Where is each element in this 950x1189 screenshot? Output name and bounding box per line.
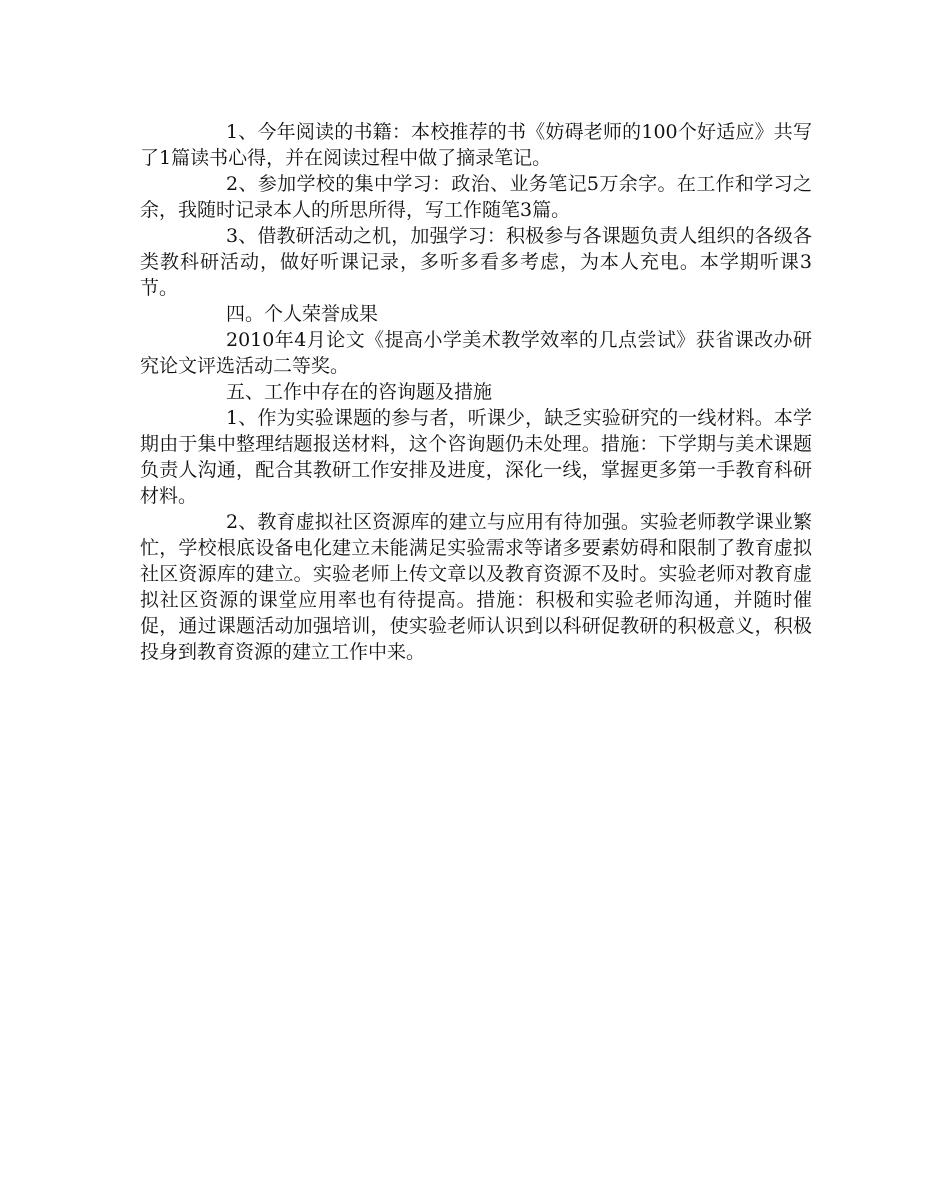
paragraph-teaching-research: 3、借教研活动之机，加强学习：积极参与各课题负责人组织的各级各类教科研活动，做好听课记录，多听多看多考虑，为本人充电。本学期听课3节。 bbox=[140, 225, 812, 299]
paragraph-honors: 2010年4月论文《提高小学美术教学效率的几点尝试》获省课改办研究论文评选活动二等奖。 bbox=[140, 329, 812, 377]
section-heading-honors: 四。个人荣誉成果 bbox=[226, 303, 379, 325]
paragraph-school-study: 2、参加学校的集中学习：政治、业务笔记5万余字。在工作和学习之余，我随时记录本人的所思所得，写工作随笔3篇。 bbox=[140, 173, 812, 221]
paragraph-problem-2: 2、教育虚拟社区资源库的建立与应用有待加强。实验老师教学课业繁忙，学校根底设备电化建立未能满足实验需求等诸多要素妨碍和限制了教育虚拟社区资源库的建立。实验老师上传文章以及教育资源不及时。实验老师对教育虚拟社区资源的课堂应用率也有待提高。措施：积极和实验老师沟通，并随时催促，通过课题活动加强培训，使实验老师认识到以科研促教研的积极意义，积极投身到教育资源的建立工作中来。 bbox=[140, 511, 812, 663]
section-heading-problems: 五、工作中存在的咨询题及措施 bbox=[226, 381, 493, 403]
document-body bbox=[140, 119, 812, 665]
paragraph-reading-books: 1、今年阅读的书籍：本校推荐的书《妨碍老师的100个好适应》共写了1篇读书心得，并在阅读过程中做了摘录笔记。 bbox=[140, 121, 812, 169]
paragraph-problem-1: 1、作为实验课题的参与者，听课少，缺乏实验研究的一线材料。本学期由于集中整理结题报送材料，这个咨询题仍未处理。措施：下学期与美术课题负责人沟通，配合其教研工作安排及进度，深化一线，掌握更多第一手教育科研材料。 bbox=[140, 407, 812, 507]
